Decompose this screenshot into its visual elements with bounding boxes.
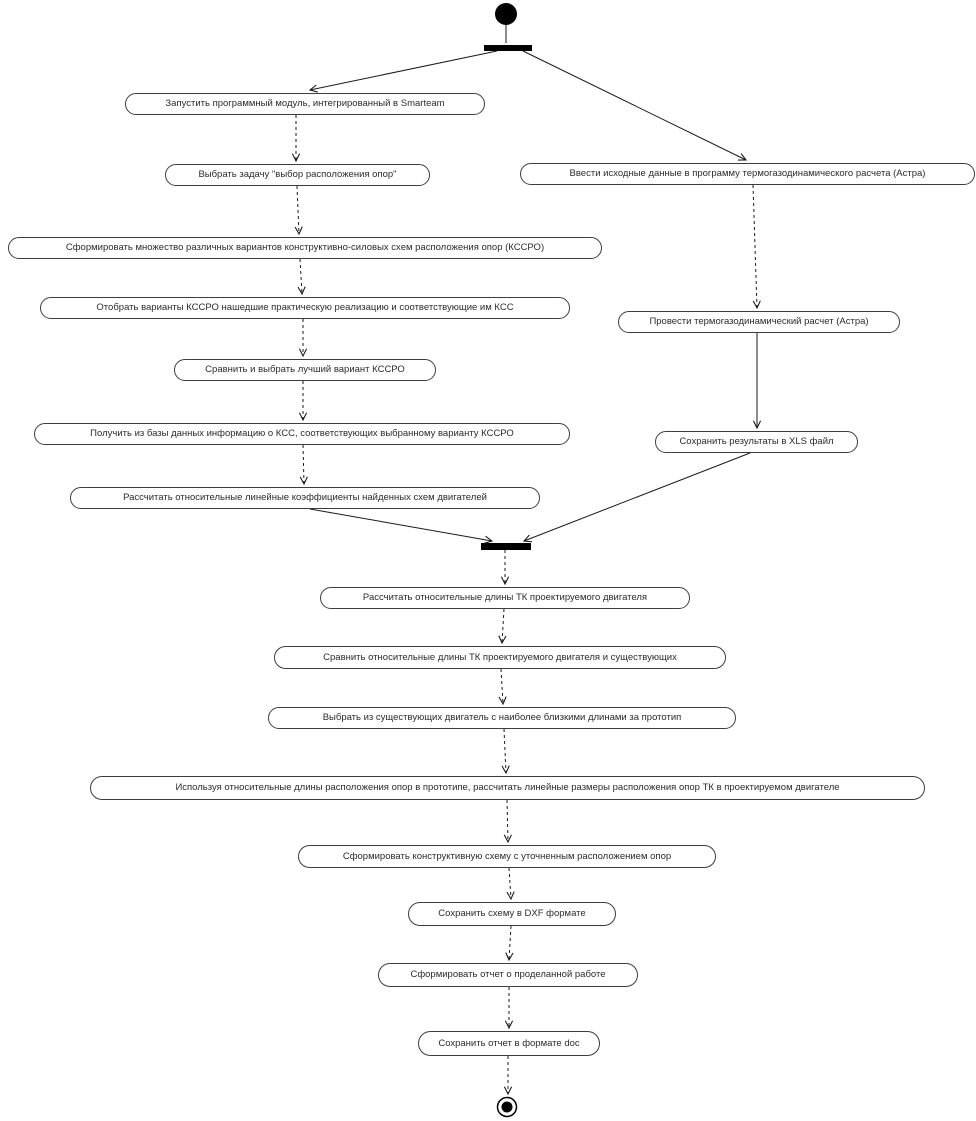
activity-save-doc: Сохранить отчет в формате doc [418, 1031, 600, 1056]
activity-launch-module: Запустить программный модуль, интегрированный в Smarteam [125, 93, 485, 115]
activity-input-astra-data: Ввести исходные данные в программу термогазодинамического расчета (Астра) [520, 163, 975, 185]
activity-compare-tk-lengths: Сравнить относительные длины ТК проектируемого двигателя и существующих [274, 646, 726, 669]
edge-a7-join [310, 509, 492, 541]
edge-fork-a1 [310, 51, 497, 90]
activity-generate-kssro-variants: Сформировать множество различных вариантов конструктивно-силовых схем расположения опор (КССРО) [8, 237, 602, 259]
edge-c4-c5 [507, 800, 508, 842]
edge-c5-c6 [509, 868, 511, 899]
activity-save-xls: Сохранить результаты в XLS файл [655, 431, 858, 453]
edge-a3-a4 [300, 259, 302, 294]
edge-c2-c3 [501, 669, 503, 704]
activity-calc-tk-lengths: Рассчитать относительные длины ТК проектируемого двигателя [320, 587, 690, 609]
activity-save-dxf: Сохранить схему в DXF формате [408, 902, 616, 926]
edge-a6-a7 [303, 445, 304, 484]
final-node-core [502, 1102, 513, 1113]
edge-b1-b2 [753, 185, 757, 308]
activity-calc-support-dimensions: Используя относительные длины расположения опор в прототипе, рассчитать линейные размеры расположения опор ТК в проектируемом двигателе [90, 776, 925, 800]
activity-select-task: Выбрать задачу "выбор расположения опор" [165, 164, 430, 186]
activity-run-astra-calc: Провести термогазодинамический расчет (Астра) [618, 311, 900, 333]
final-node-ring [498, 1098, 517, 1117]
edge-c6-c7 [509, 926, 511, 960]
activity-select-prototype: Выбрать из существующих двигатель с наиболее близкими длинами за прототип [268, 707, 736, 729]
edge-a2-a3 [297, 186, 299, 234]
initial-node [495, 3, 517, 25]
edge-c1-c2 [502, 609, 504, 643]
fork-bar [484, 45, 532, 51]
activity-get-kss-info: Получить из базы данных информацию о КСС, соответствующих выбранному варианту КССРО [34, 423, 570, 445]
activity-filter-kssro-variants: Отобрать варианты КССРО нашедшие практическую реализацию и соответствующие им КСС [40, 297, 570, 319]
join-bar [481, 543, 531, 550]
activity-calc-linear-coefficients: Рассчитать относительные линейные коэффициенты найденных схем двигателей [70, 487, 540, 509]
edge-c3-c4 [504, 729, 506, 773]
activity-compare-select-kssro: Сравнить и выбрать лучший вариант КССРО [174, 359, 436, 381]
activity-form-report: Сформировать отчет о проделанной работе [378, 963, 638, 987]
edge-fork-b1 [523, 51, 746, 160]
edge-b3-join [524, 453, 750, 541]
activity-form-construction-scheme: Сформировать конструктивную схему с уточненным расположением опор [298, 845, 716, 868]
